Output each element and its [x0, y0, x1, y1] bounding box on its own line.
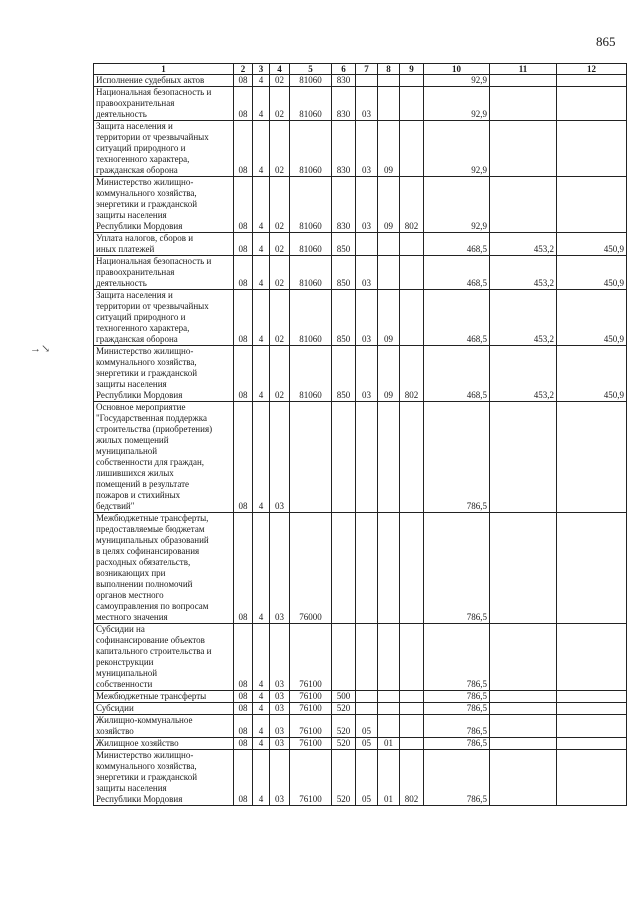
amount-year1-cell: 468,5 [424, 256, 490, 290]
amount-year1-cell: 92,9 [424, 75, 490, 87]
ministry-code-cell: 08 [234, 624, 253, 691]
ministry-code-cell: 08 [234, 691, 253, 703]
expense-type-cell: 830 [332, 121, 356, 177]
section-cell [356, 703, 378, 715]
section-cell [356, 691, 378, 703]
ministry-code-cell: 08 [234, 177, 253, 233]
section-cell [356, 233, 378, 256]
ministry-code-cell: 08 [234, 233, 253, 256]
ministry-code-cell: 08 [234, 290, 253, 346]
section-cell: 03 [356, 87, 378, 121]
column-header-9: 9 [400, 64, 424, 75]
amount-year1-cell: 786,5 [424, 738, 490, 750]
amount-year1-cell: 468,5 [424, 290, 490, 346]
amount-year3-cell [557, 402, 627, 513]
amount-year2-cell [490, 87, 557, 121]
amount-year2-cell [490, 513, 557, 624]
row-name-cell: Межбюджетные трансферты [94, 691, 234, 703]
table-row [94, 290, 627, 346]
amount-year1-cell: 786,5 [424, 402, 490, 513]
table-row [94, 346, 627, 402]
amount-year3-cell [557, 703, 627, 715]
section-cell: 03 [356, 290, 378, 346]
target-code-cell: 76100 [290, 624, 332, 691]
target-code-cell: 81060 [290, 256, 332, 290]
subsection-cell [378, 715, 400, 738]
row-name-cell: Защита населения и территории от чрезвычайных ситуаций природного и техногенного характера, гражданская оборона [94, 121, 234, 177]
amount-year2-cell [490, 624, 557, 691]
column-header-12: 12 [557, 64, 627, 75]
subsection-cell: 01 [378, 750, 400, 806]
department-code-cell [400, 75, 424, 87]
program-code-cell: 4 [253, 346, 270, 402]
expense-type-cell: 830 [332, 87, 356, 121]
program-code-cell: 4 [253, 233, 270, 256]
department-code-cell: 802 [400, 750, 424, 806]
program-code-cell: 4 [253, 513, 270, 624]
column-header-8: 8 [378, 64, 400, 75]
ministry-code-cell: 08 [234, 715, 253, 738]
ministry-code-cell: 08 [234, 256, 253, 290]
subsection-cell [378, 75, 400, 87]
target-code-cell: 81060 [290, 346, 332, 402]
target-code-cell: 76100 [290, 691, 332, 703]
amount-year3-cell: 450,9 [557, 233, 627, 256]
row-name-cell: Субсидии [94, 703, 234, 715]
amount-year2-cell: 453,2 [490, 233, 557, 256]
amount-year3-cell [557, 177, 627, 233]
ministry-code-cell: 08 [234, 121, 253, 177]
subprogram-code-cell: 03 [270, 738, 290, 750]
table-body [94, 75, 627, 806]
ministry-code-cell: 08 [234, 402, 253, 513]
department-code-cell: 802 [400, 177, 424, 233]
subprogram-code-cell: 02 [270, 256, 290, 290]
target-code-cell: 81060 [290, 87, 332, 121]
department-code-cell [400, 87, 424, 121]
target-code-cell: 81060 [290, 177, 332, 233]
amount-year3-cell [557, 87, 627, 121]
subsection-cell: 09 [378, 346, 400, 402]
amount-year1-cell: 468,5 [424, 233, 490, 256]
subsection-cell: 09 [378, 177, 400, 233]
program-code-cell: 4 [253, 715, 270, 738]
table-header-row [94, 64, 627, 75]
amount-year3-cell [557, 738, 627, 750]
expense-type-cell [332, 513, 356, 624]
program-code-cell: 4 [253, 177, 270, 233]
amount-year2-cell [490, 691, 557, 703]
ministry-code-cell: 08 [234, 703, 253, 715]
subprogram-code-cell: 02 [270, 87, 290, 121]
expense-type-cell: 850 [332, 256, 356, 290]
department-code-cell [400, 624, 424, 691]
section-cell: 05 [356, 750, 378, 806]
subprogram-code-cell: 03 [270, 624, 290, 691]
subprogram-code-cell: 03 [270, 715, 290, 738]
table-row [94, 177, 627, 233]
program-code-cell: 4 [253, 691, 270, 703]
table-row [94, 121, 627, 177]
column-header-1: 1 [94, 64, 234, 75]
department-code-cell [400, 703, 424, 715]
program-code-cell: 4 [253, 75, 270, 87]
ministry-code-cell: 08 [234, 75, 253, 87]
amount-year1-cell: 786,5 [424, 513, 490, 624]
target-code-cell: 76100 [290, 738, 332, 750]
target-code-cell: 76100 [290, 750, 332, 806]
target-code-cell: 76100 [290, 703, 332, 715]
expense-type-cell: 520 [332, 750, 356, 806]
amount-year3-cell [557, 750, 627, 806]
section-cell: 03 [356, 177, 378, 233]
department-code-cell [400, 691, 424, 703]
row-name-cell: Министерство жилищно- коммунального хозяйства, энергетики и гражданской защиты населения Республики Мордовия [94, 750, 234, 806]
amount-year2-cell: 453,2 [490, 290, 557, 346]
row-name-cell: Субсидии на софинансирование объектов капитального строительства и реконструкции муниципальной собственности [94, 624, 234, 691]
subsection-cell: 09 [378, 290, 400, 346]
column-header-4: 4 [270, 64, 290, 75]
target-code-cell [290, 402, 332, 513]
column-header-3: 3 [253, 64, 270, 75]
amount-year1-cell: 468,5 [424, 346, 490, 402]
column-header-5: 5 [290, 64, 332, 75]
column-header-7: 7 [356, 64, 378, 75]
column-header-6: 6 [332, 64, 356, 75]
amount-year3-cell [557, 121, 627, 177]
table-row [94, 750, 627, 806]
table-row [94, 233, 627, 256]
subprogram-code-cell: 03 [270, 513, 290, 624]
row-name-cell: Жилищно-коммунальное хозяйство [94, 715, 234, 738]
amount-year1-cell: 786,5 [424, 703, 490, 715]
subprogram-code-cell: 03 [270, 402, 290, 513]
program-code-cell: 4 [253, 402, 270, 513]
amount-year2-cell [490, 750, 557, 806]
department-code-cell [400, 256, 424, 290]
amount-year1-cell: 786,5 [424, 691, 490, 703]
section-cell [356, 75, 378, 87]
table-row [94, 715, 627, 738]
section-cell [356, 402, 378, 513]
expense-type-cell: 850 [332, 290, 356, 346]
amount-year3-cell: 450,9 [557, 290, 627, 346]
row-name-cell: Национальная безопасность и правоохранительная деятельность [94, 256, 234, 290]
ministry-code-cell: 08 [234, 87, 253, 121]
department-code-cell [400, 715, 424, 738]
amount-year3-cell [557, 75, 627, 87]
amount-year3-cell [557, 715, 627, 738]
amount-year3-cell: 450,9 [557, 256, 627, 290]
section-cell: 05 [356, 715, 378, 738]
subsection-cell [378, 624, 400, 691]
expense-type-cell: 830 [332, 177, 356, 233]
ministry-code-cell: 08 [234, 346, 253, 402]
program-code-cell: 4 [253, 624, 270, 691]
amount-year3-cell [557, 624, 627, 691]
target-code-cell: 76100 [290, 715, 332, 738]
department-code-cell [400, 513, 424, 624]
expense-type-cell: 520 [332, 715, 356, 738]
scan-mark: →↘ [30, 343, 51, 355]
amount-year3-cell [557, 513, 627, 624]
program-code-cell: 4 [253, 738, 270, 750]
section-cell: 05 [356, 738, 378, 750]
subsection-cell [378, 233, 400, 256]
subprogram-code-cell: 02 [270, 346, 290, 402]
subprogram-code-cell: 03 [270, 691, 290, 703]
table-row [94, 256, 627, 290]
amount-year2-cell [490, 715, 557, 738]
amount-year2-cell [490, 703, 557, 715]
table-row [94, 738, 627, 750]
amount-year1-cell: 92,9 [424, 177, 490, 233]
department-code-cell: 802 [400, 346, 424, 402]
subprogram-code-cell: 02 [270, 233, 290, 256]
amount-year2-cell: 453,2 [490, 256, 557, 290]
amount-year2-cell [490, 121, 557, 177]
program-code-cell: 4 [253, 750, 270, 806]
row-name-cell: Уплата налогов, сборов и иных платежей [94, 233, 234, 256]
table-row [94, 691, 627, 703]
amount-year2-cell: 453,2 [490, 346, 557, 402]
row-name-cell: Межбюджетные трансферты, предоставляемые бюджетам муниципальных образований в целях софинансирования расходных обязательств, возникающих при выполнении полномочий органов местного самоуправления по вопросам местного значения [94, 513, 234, 624]
subprogram-code-cell: 03 [270, 750, 290, 806]
section-cell [356, 624, 378, 691]
department-code-cell [400, 738, 424, 750]
section-cell: 03 [356, 346, 378, 402]
amount-year3-cell [557, 691, 627, 703]
subsection-cell [378, 703, 400, 715]
row-name-cell: Защита населения и территории от чрезвычайных ситуаций природного и техногенного характера, гражданская оборона [94, 290, 234, 346]
subsection-cell: 01 [378, 738, 400, 750]
subprogram-code-cell: 02 [270, 177, 290, 233]
amount-year1-cell: 92,9 [424, 87, 490, 121]
subprogram-code-cell: 02 [270, 121, 290, 177]
target-code-cell: 81060 [290, 290, 332, 346]
column-header-11: 11 [490, 64, 557, 75]
table-row [94, 513, 627, 624]
table-row [94, 75, 627, 87]
subprogram-code-cell: 02 [270, 75, 290, 87]
department-code-cell [400, 121, 424, 177]
department-code-cell [400, 290, 424, 346]
subprogram-code-cell: 03 [270, 703, 290, 715]
table-row [94, 624, 627, 691]
department-code-cell [400, 233, 424, 256]
row-name-cell: Национальная безопасность и правоохранительная деятельность [94, 87, 234, 121]
column-header-10: 10 [424, 64, 490, 75]
section-cell [356, 513, 378, 624]
subsection-cell [378, 513, 400, 624]
amount-year2-cell [490, 177, 557, 233]
table-row [94, 87, 627, 121]
row-name-cell: Министерство жилищно- коммунального хозяйства, энергетики и гражданской защиты населения Республики Мордовия [94, 346, 234, 402]
expense-type-cell: 850 [332, 346, 356, 402]
column-header-2: 2 [234, 64, 253, 75]
subprogram-code-cell: 02 [270, 290, 290, 346]
expense-type-cell: 520 [332, 738, 356, 750]
row-name-cell: Исполнение судебных актов [94, 75, 234, 87]
row-name-cell: Жилищное хозяйство [94, 738, 234, 750]
subsection-cell: 09 [378, 121, 400, 177]
row-name-cell: Министерство жилищно- коммунального хозяйства, энергетики и гражданской защиты населения Республики Мордовия [94, 177, 234, 233]
expense-type-cell: 520 [332, 703, 356, 715]
amount-year2-cell [490, 738, 557, 750]
program-code-cell: 4 [253, 87, 270, 121]
section-cell: 03 [356, 256, 378, 290]
target-code-cell: 81060 [290, 75, 332, 87]
amount-year1-cell: 786,5 [424, 715, 490, 738]
amount-year1-cell: 786,5 [424, 750, 490, 806]
program-code-cell: 4 [253, 703, 270, 715]
target-code-cell: 81060 [290, 121, 332, 177]
amount-year1-cell: 786,5 [424, 624, 490, 691]
ministry-code-cell: 08 [234, 738, 253, 750]
target-code-cell: 81060 [290, 233, 332, 256]
section-cell: 03 [356, 121, 378, 177]
subsection-cell [378, 402, 400, 513]
row-name-cell: Основное мероприятие "Государственная поддержка строительства (приобретения) жилых помещений муниципальной собственности для граждан, лишившихся жилых помещений в результате пожаров и стихийных бедствий" [94, 402, 234, 513]
subsection-cell [378, 691, 400, 703]
amount-year2-cell [490, 402, 557, 513]
subsection-cell [378, 87, 400, 121]
table-row [94, 402, 627, 513]
budget-table [93, 63, 627, 806]
expense-type-cell: 830 [332, 75, 356, 87]
expense-type-cell [332, 402, 356, 513]
amount-year3-cell: 450,9 [557, 346, 627, 402]
expense-type-cell [332, 624, 356, 691]
target-code-cell: 76000 [290, 513, 332, 624]
program-code-cell: 4 [253, 256, 270, 290]
expense-type-cell: 500 [332, 691, 356, 703]
department-code-cell [400, 402, 424, 513]
table-row [94, 703, 627, 715]
page-number: 865 [596, 34, 616, 49]
ministry-code-cell: 08 [234, 513, 253, 624]
amount-year2-cell [490, 75, 557, 87]
ministry-code-cell: 08 [234, 750, 253, 806]
expense-type-cell: 850 [332, 233, 356, 256]
subsection-cell [378, 256, 400, 290]
program-code-cell: 4 [253, 290, 270, 346]
program-code-cell: 4 [253, 121, 270, 177]
amount-year1-cell: 92,9 [424, 121, 490, 177]
